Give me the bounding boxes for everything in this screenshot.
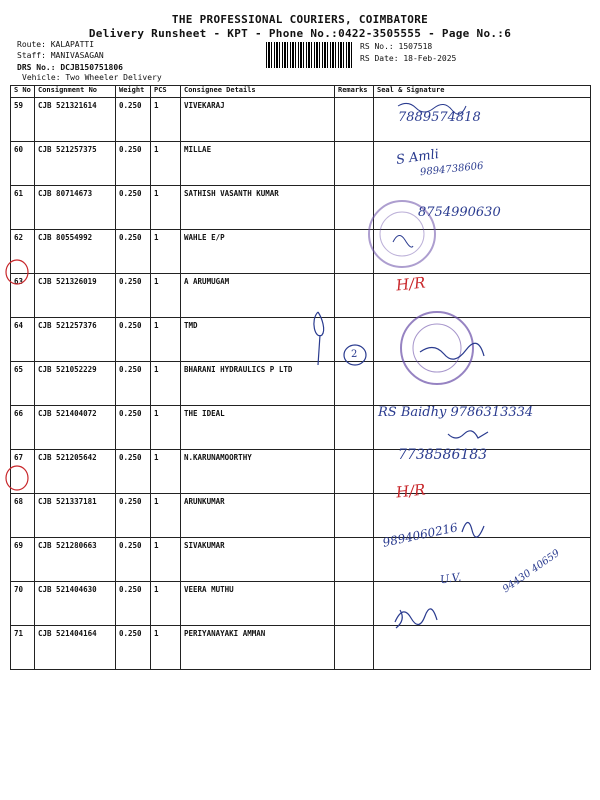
cell-weight: 0.250 (116, 538, 151, 582)
cell-weight: 0.250 (116, 362, 151, 406)
cell-consignee: SIVAKUMAR (181, 538, 335, 582)
cell-pcs: 1 (151, 186, 181, 230)
cell-consignment: CJB 521257376 (35, 318, 116, 362)
cell-weight: 0.250 (116, 230, 151, 274)
cell-consignee: BHARANI HYDRAULICS P LTD (181, 362, 335, 406)
red-circle-68 (6, 466, 28, 490)
cell-sno: 63 (11, 274, 35, 318)
cell-weight: 0.250 (116, 494, 151, 538)
cell-weight: 0.250 (116, 142, 151, 186)
company-title: THE PROFESSIONAL COURIERS, COIMBATORE (171, 13, 429, 26)
rs-date: RS Date: 18-Feb-2025 (360, 54, 457, 63)
handwritten-hr-68: H/R (395, 480, 427, 502)
cell-sno: 69 (11, 538, 35, 582)
handwritten-hr-63: H/R (395, 273, 427, 295)
cell-pcs: 1 (151, 450, 181, 494)
cell-sno: 67 (11, 450, 35, 494)
cell-sno: 60 (11, 142, 35, 186)
cell-weight: 0.250 (116, 582, 151, 626)
cell-consignee: VEERA MUTHU (181, 582, 335, 626)
cell-consignment: CJB 80714673 (35, 186, 116, 230)
vehicle-label: Vehicle: Two Wheeler Delivery (22, 73, 162, 82)
handwritten-phone-60: 9894738606 (419, 160, 485, 179)
cell-sno: 66 (11, 406, 35, 450)
cell-consignment: CJB 521404072 (35, 406, 116, 450)
cell-sno: 64 (11, 318, 35, 362)
handwritten-phone-69: 9894060216 (381, 520, 459, 550)
cell-pcs: 1 (151, 274, 181, 318)
sig-scribble-71 (395, 609, 437, 628)
cell-consignee: TMD (181, 318, 335, 362)
route-label: Route: KALAPATTI (17, 40, 95, 49)
sig-scribble-67 (448, 431, 488, 438)
handwritten-phone-61: 8754990630 (418, 205, 501, 220)
cell-pcs: 1 (151, 230, 181, 274)
cell-weight: 0.250 (116, 450, 151, 494)
cell-consignment: CJB 521337181 (35, 494, 116, 538)
col-header-consignment: Consignment No (35, 86, 116, 98)
cell-pcs: 1 (151, 626, 181, 670)
cell-weight: 0.250 (116, 274, 151, 318)
cell-consignment: CJB 521205642 (35, 450, 116, 494)
staff-label: Staff: MANIVASAGAN (17, 51, 104, 60)
handwritten-phone-70: 94430 40659 (500, 547, 562, 596)
cell-consignee: SATHISH VASANTH KUMAR (181, 186, 335, 230)
cell-weight: 0.250 (116, 626, 151, 670)
handwritten-name-60: S Amli (395, 147, 440, 168)
col-header-consignee: Consignee Details (181, 86, 335, 98)
cell-weight: 0.250 (116, 98, 151, 142)
cell-consignee: ARUNKUMAR (181, 494, 335, 538)
handwritten-initials-70: U.V. (439, 570, 463, 587)
cell-consignee: WAHLE E/P (181, 230, 335, 274)
cell-consignment: CJB 521404630 (35, 582, 116, 626)
cell-pcs: 1 (151, 406, 181, 450)
col-header-signature: Seal & Signature (374, 86, 591, 98)
drs-label: DRS No.: DCJB150751806 (17, 63, 123, 72)
cell-consignment: CJB 521326019 (35, 274, 116, 318)
cell-sno: 70 (11, 582, 35, 626)
cell-consignee: MILLAE (181, 142, 335, 186)
cell-consignee: N.KARUNAMOORTHY (181, 450, 335, 494)
cell-sno: 61 (11, 186, 35, 230)
cell-pcs: 1 (151, 318, 181, 362)
rs-number: RS No.: 1507518 (360, 42, 433, 51)
cell-pcs: 1 (151, 582, 181, 626)
col-header-sno: S No (11, 86, 35, 98)
cell-consignee: VIVEKARAJ (181, 98, 335, 142)
cell-sno: 71 (11, 626, 35, 670)
cell-sno: 68 (11, 494, 35, 538)
cell-consignee: PERIYANAYAKI AMMAN (181, 626, 335, 670)
cell-sno: 65 (11, 362, 35, 406)
cell-weight: 0.250 (116, 318, 151, 362)
sig-scribble-69 (462, 522, 484, 537)
cell-sno: 59 (11, 98, 35, 142)
handwritten-sign-66: RS Baidhy 9786313334 (378, 405, 534, 420)
cell-weight: 0.250 (116, 186, 151, 230)
col-header-weight: Weight (116, 86, 151, 98)
col-header-remarks: Remarks (335, 86, 374, 98)
scribble-row64 (314, 312, 324, 365)
cell-weight: 0.250 (116, 406, 151, 450)
handwritten-remark-65: 2 (351, 349, 358, 360)
cell-pcs: 1 (151, 362, 181, 406)
cell-consignee: THE IDEAL (181, 406, 335, 450)
sig-scribble-62 (393, 235, 413, 247)
cell-pcs: 1 (151, 494, 181, 538)
handwritten-phone-67: 7738586183 (398, 447, 488, 463)
cell-consignment: CJB 521321614 (35, 98, 116, 142)
sig-scribble-65 (420, 343, 484, 359)
cell-pcs: 1 (151, 98, 181, 142)
cell-consignment: CJB 80554992 (35, 230, 116, 274)
red-circle-63 (6, 260, 28, 284)
cell-consignment: CJB 521257375 (35, 142, 116, 186)
cell-pcs: 1 (151, 142, 181, 186)
cell-pcs: 1 (151, 538, 181, 582)
cell-consignee: A ARUMUGAM (181, 274, 335, 318)
col-header-pcs: PCS (151, 86, 181, 98)
cell-sno: 62 (11, 230, 35, 274)
runsheet-subtitle: Delivery Runsheet - KPT - Phone No.:0422-3505555 - Page No.:6 (88, 27, 512, 40)
cell-consignment: CJB 521280663 (35, 538, 116, 582)
cell-consignment: CJB 521404164 (35, 626, 116, 670)
cell-consignment: CJB 521052229 (35, 362, 116, 406)
handwritten-phone-59: 7889574818 (398, 110, 481, 125)
